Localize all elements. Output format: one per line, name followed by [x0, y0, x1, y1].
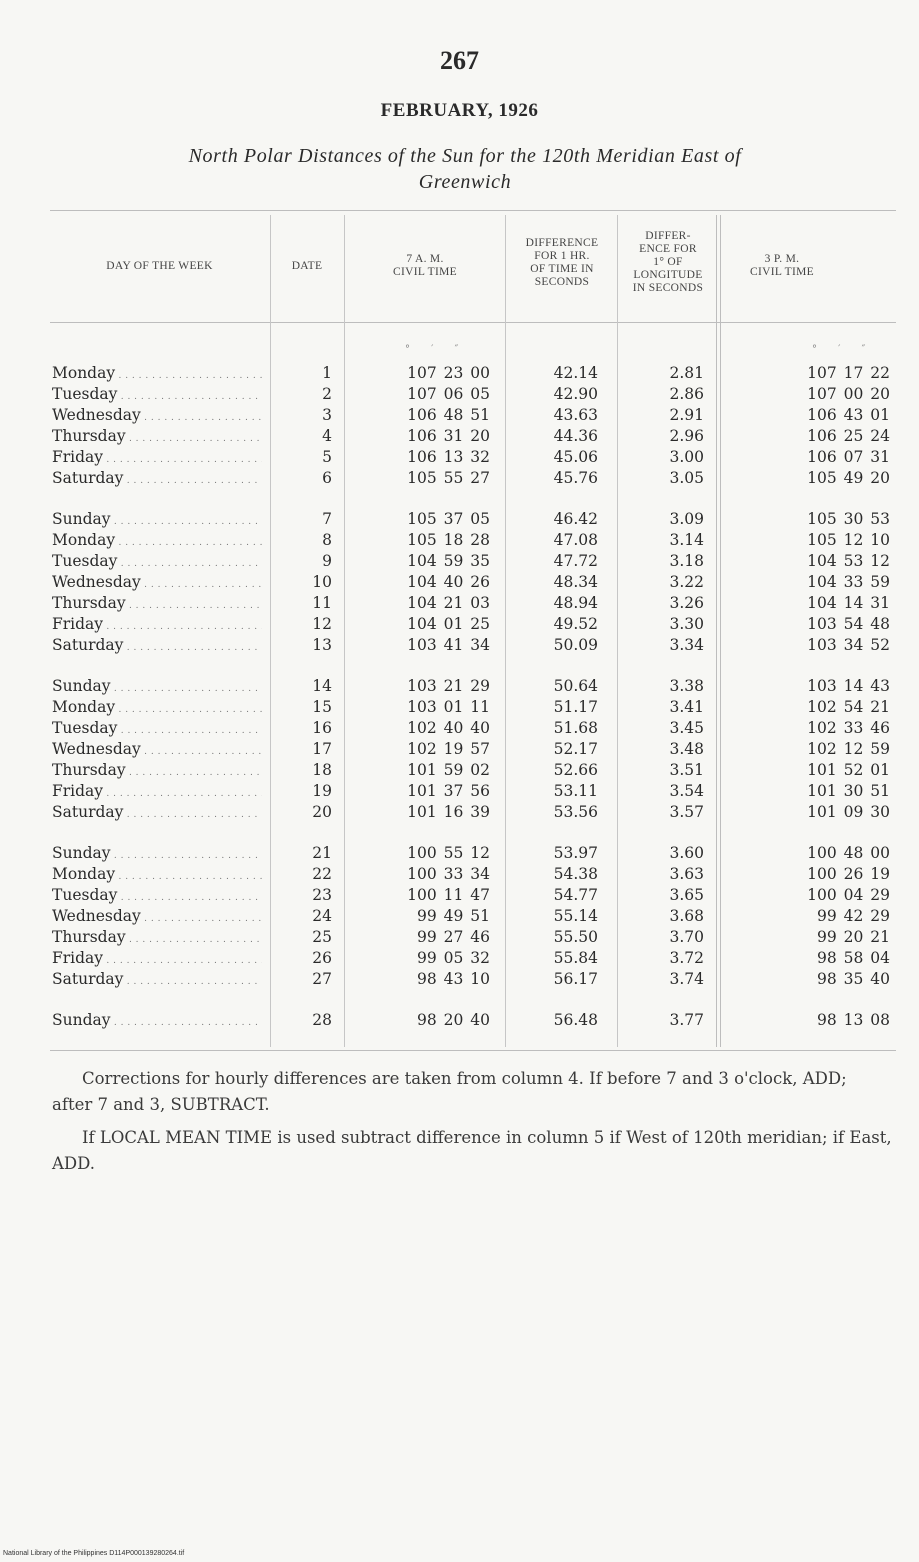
date-cell: 2	[322, 385, 332, 403]
longitude-difference-cell: 3.05	[669, 469, 704, 487]
day-cell: Monday . . .	[52, 363, 262, 387]
longitude-difference-cell: 3.60	[669, 844, 704, 862]
day-cell: Wednesday . . .	[52, 572, 262, 596]
am-distance-cell: 98 43 10	[416, 970, 490, 988]
pm-distance-cell: 103 54 48	[807, 615, 890, 633]
header-difference-line: OF TIME IN	[530, 263, 594, 275]
day-cell: Monday . . .	[52, 864, 262, 888]
longitude-difference-cell: 3.63	[669, 865, 704, 883]
header-longitude-line: ENCE FOR	[639, 243, 697, 255]
note-1: Corrections for hourly differences are taken from column 4. If before 7 and 3 o'clock, ADD; after 7 and 3, SUBTRACT.	[52, 1069, 847, 1114]
am-distance-cell: 99 05 32	[416, 949, 490, 967]
week-group	[0, 843, 919, 990]
date-cell: 27	[312, 970, 332, 988]
date-cell: 24	[312, 907, 332, 925]
month-title: FEBRUARY, 1926	[380, 100, 539, 121]
date-cell: 18	[312, 761, 332, 779]
day-cell: Wednesday . . .	[52, 739, 262, 763]
date-cell: 8	[322, 531, 332, 549]
day-cell: Tuesday . . .	[52, 384, 262, 408]
date-cell: 16	[312, 719, 332, 737]
longitude-difference-cell: 3.48	[669, 740, 704, 758]
day-cell: Saturday . . .	[52, 635, 262, 659]
day-cell: Sunday . . .	[52, 843, 262, 867]
day-cell: Monday . . .	[52, 697, 262, 721]
pm-distance-cell: 103 34 52	[807, 636, 890, 654]
hourly-difference-cell: 50.09	[553, 636, 598, 654]
pm-distance-cell: 104 33 59	[807, 573, 890, 591]
header-difference	[507, 237, 617, 289]
pm-distance-cell: 98 58 04	[816, 949, 890, 967]
table-row	[0, 927, 919, 948]
table-row	[0, 676, 919, 697]
hourly-difference-cell: 48.34	[553, 573, 598, 591]
am-distance-cell: 104 59 35	[407, 552, 490, 570]
table-row	[0, 593, 919, 614]
table-row	[0, 802, 919, 823]
date-cell: 6	[322, 469, 332, 487]
longitude-difference-cell: 2.86	[669, 385, 704, 403]
hourly-difference-cell: 42.14	[553, 364, 598, 382]
longitude-difference-cell: 3.68	[669, 907, 704, 925]
header-difference-line: DIFFERENCE	[525, 237, 599, 249]
header-longitude-line: 1° OF	[653, 256, 683, 268]
pm-distance-cell: 104 53 12	[807, 552, 890, 570]
group-spacer	[0, 489, 919, 509]
hourly-difference-cell: 46.42	[553, 510, 598, 528]
header-bottom-rule	[50, 322, 896, 323]
date-cell: 11	[312, 594, 332, 612]
table-top-rule	[50, 210, 896, 211]
date-cell: 28	[312, 1011, 332, 1029]
pm-distance-cell: 107 17 22	[807, 364, 890, 382]
date-cell: 22	[312, 865, 332, 883]
table-row	[0, 614, 919, 635]
pm-distance-cell: 100 48 00	[807, 844, 890, 862]
date-cell: 26	[312, 949, 332, 967]
am-distance-cell: 104 40 26	[407, 573, 490, 591]
day-cell: Thursday . . .	[52, 927, 262, 951]
table-row	[0, 509, 919, 530]
day-cell: Tuesday . . .	[52, 885, 262, 909]
day-cell: Friday . . .	[52, 447, 262, 471]
date-cell: 17	[312, 740, 332, 758]
note-2: If LOCAL MEAN TIME is used subtract difference in column 5 if West of 120th meridian; if East, ADD.	[52, 1128, 892, 1173]
table-subtitle	[70, 143, 860, 195]
pm-distance-cell: 105 49 20	[807, 469, 890, 487]
date-cell: 12	[312, 615, 332, 633]
pm-distance-cell: 101 52 01	[807, 761, 890, 779]
table-row	[0, 572, 919, 593]
day-cell: Wednesday . . .	[52, 906, 262, 930]
am-distance-cell: 99 27 46	[416, 928, 490, 946]
pm-distance-cell: 100 04 29	[807, 886, 890, 904]
date-cell: 10	[312, 573, 332, 591]
table-row	[0, 864, 919, 885]
am-distance-cell: 104 21 03	[407, 594, 490, 612]
pm-distance-cell: 104 14 31	[807, 594, 890, 612]
day-cell: Saturday . . .	[52, 969, 262, 993]
pm-distance-cell: 100 26 19	[807, 865, 890, 883]
longitude-difference-cell: 3.51	[669, 761, 704, 779]
hourly-difference-cell: 54.77	[553, 886, 598, 904]
header-3pm-line: CIVIL TIME	[749, 266, 814, 278]
table-row	[0, 739, 919, 760]
date-cell: 23	[312, 886, 332, 904]
longitude-difference-cell: 3.74	[669, 970, 704, 988]
units-3pm: ° ′ ″	[812, 344, 875, 355]
longitude-difference-cell: 3.18	[669, 552, 704, 570]
longitude-difference-cell: 3.41	[669, 698, 704, 716]
hourly-difference-cell: 42.90	[553, 385, 598, 403]
group-spacer	[0, 990, 919, 1010]
am-distance-cell: 102 40 40	[407, 719, 490, 737]
am-distance-cell: 105 37 05	[407, 510, 490, 528]
footer-credit: National Library of the Philippines D114P000139280264.tif	[3, 1550, 185, 1557]
table-bottom-rule	[50, 1050, 896, 1051]
pm-distance-cell: 98 13 08	[816, 1011, 890, 1029]
am-distance-cell: 107 23 00	[407, 364, 490, 382]
hourly-difference-cell: 53.56	[553, 803, 598, 821]
longitude-difference-cell: 3.14	[669, 531, 704, 549]
day-cell: Sunday . . .	[52, 1010, 262, 1034]
am-distance-cell: 101 59 02	[407, 761, 490, 779]
longitude-difference-cell: 3.54	[669, 782, 704, 800]
pm-distance-cell: 105 30 53	[807, 510, 890, 528]
pm-distance-cell: 106 25 24	[807, 427, 890, 445]
pm-distance-cell: 106 43 01	[807, 406, 890, 424]
date-cell: 5	[322, 448, 332, 466]
am-distance-cell: 101 16 39	[407, 803, 490, 821]
longitude-difference-cell: 2.96	[669, 427, 704, 445]
day-cell: Friday . . .	[52, 781, 262, 805]
am-distance-cell: 101 37 56	[407, 782, 490, 800]
date-cell: 1	[322, 364, 332, 382]
date-cell: 13	[312, 636, 332, 654]
table-row	[0, 948, 919, 969]
pm-distance-cell: 105 12 10	[807, 531, 890, 549]
header-difference-line: FOR 1 HR.	[534, 250, 590, 262]
table-body	[0, 363, 919, 1031]
am-distance-cell: 105 55 27	[407, 469, 490, 487]
table-row	[0, 843, 919, 864]
week-group	[0, 1010, 919, 1031]
day-cell: Saturday . . .	[52, 802, 262, 826]
header-day-of-week: DAY OF THE WEEK	[106, 260, 213, 272]
date-cell: 9	[322, 552, 332, 570]
longitude-difference-cell: 3.34	[669, 636, 704, 654]
table-row	[0, 781, 919, 802]
date-cell: 19	[312, 782, 332, 800]
longitude-difference-cell: 3.22	[669, 573, 704, 591]
am-distance-cell: 98 20 40	[416, 1011, 490, 1029]
hourly-difference-cell: 54.38	[553, 865, 598, 883]
notes	[52, 1066, 892, 1184]
day-cell: Thursday . . .	[52, 760, 262, 784]
pm-distance-cell: 106 07 31	[807, 448, 890, 466]
table-row	[0, 468, 919, 489]
hourly-difference-cell: 45.76	[553, 469, 598, 487]
day-cell: Tuesday . . .	[52, 551, 262, 575]
longitude-difference-cell: 3.45	[669, 719, 704, 737]
hourly-difference-cell: 45.06	[553, 448, 598, 466]
longitude-difference-cell: 3.72	[669, 949, 704, 967]
am-distance-cell: 103 41 34	[407, 636, 490, 654]
table-row	[0, 885, 919, 906]
day-cell: Saturday . . .	[52, 468, 262, 492]
table-row	[0, 405, 919, 426]
longitude-difference-cell: 3.38	[669, 677, 704, 695]
subtitle-line-2: Greenwich	[418, 171, 512, 193]
table-row	[0, 906, 919, 927]
hourly-difference-cell: 53.97	[553, 844, 598, 862]
group-spacer	[0, 656, 919, 676]
pm-distance-cell: 107 00 20	[807, 385, 890, 403]
hourly-difference-cell: 48.94	[553, 594, 598, 612]
table-row	[0, 363, 919, 384]
header-longitude	[619, 230, 717, 295]
page-number: 267	[440, 46, 479, 75]
table-row	[0, 760, 919, 781]
day-cell: Friday . . .	[52, 614, 262, 638]
hourly-difference-cell: 56.17	[553, 970, 598, 988]
am-distance-cell: 100 33 34	[407, 865, 490, 883]
pm-distance-cell: 98 35 40	[816, 970, 890, 988]
am-distance-cell: 107 06 05	[407, 385, 490, 403]
longitude-difference-cell: 3.00	[669, 448, 704, 466]
header-7am-line: 7 A. M.	[406, 253, 444, 265]
longitude-difference-cell: 2.91	[669, 406, 704, 424]
hourly-difference-cell: 56.48	[553, 1011, 598, 1029]
table-row	[0, 697, 919, 718]
header-longitude-line: LONGITUDE	[633, 269, 703, 281]
am-distance-cell: 106 48 51	[407, 406, 490, 424]
hourly-difference-cell: 43.63	[553, 406, 598, 424]
date-cell: 4	[322, 427, 332, 445]
am-distance-cell: 102 19 57	[407, 740, 490, 758]
hourly-difference-cell: 55.14	[553, 907, 598, 925]
pm-distance-cell: 101 09 30	[807, 803, 890, 821]
table-row	[0, 384, 919, 405]
longitude-difference-cell: 3.77	[669, 1011, 704, 1029]
longitude-difference-cell: 3.70	[669, 928, 704, 946]
pm-distance-cell: 102 54 21	[807, 698, 890, 716]
hourly-difference-cell: 52.66	[553, 761, 598, 779]
am-distance-cell: 99 49 51	[416, 907, 490, 925]
table-row	[0, 635, 919, 656]
longitude-difference-cell: 3.65	[669, 886, 704, 904]
hourly-difference-cell: 53.11	[553, 782, 598, 800]
header-7am	[346, 253, 504, 279]
hourly-difference-cell: 44.36	[553, 427, 598, 445]
am-distance-cell: 104 01 25	[407, 615, 490, 633]
group-spacer	[0, 823, 919, 843]
day-cell: Friday . . .	[52, 948, 262, 972]
date-cell: 21	[312, 844, 332, 862]
day-cell: Thursday . . .	[52, 426, 262, 450]
hourly-difference-cell: 51.17	[553, 698, 598, 716]
pm-distance-cell: 101 30 51	[807, 782, 890, 800]
week-group	[0, 509, 919, 656]
am-distance-cell: 100 55 12	[407, 844, 490, 862]
header-7am-line: CIVIL TIME	[392, 266, 457, 278]
hourly-difference-cell: 52.17	[553, 740, 598, 758]
date-cell: 20	[312, 803, 332, 821]
header-date: DATE	[291, 260, 323, 272]
header-longitude-line: DIFFER-	[645, 230, 691, 242]
am-distance-cell: 103 01 11	[407, 698, 490, 716]
table-row	[0, 718, 919, 739]
pm-distance-cell: 99 42 29	[816, 907, 890, 925]
hourly-difference-cell: 49.52	[553, 615, 598, 633]
date-cell: 3	[322, 406, 332, 424]
header-longitude-line: IN SECONDS	[632, 282, 704, 294]
table-row	[0, 969, 919, 990]
pm-distance-cell: 99 20 21	[816, 928, 890, 946]
longitude-difference-cell: 3.57	[669, 803, 704, 821]
hourly-difference-cell: 50.64	[553, 677, 598, 695]
am-distance-cell: 103 21 29	[407, 677, 490, 695]
day-cell: Thursday . . .	[52, 593, 262, 617]
hourly-difference-cell: 55.84	[553, 949, 598, 967]
table-row	[0, 551, 919, 572]
week-group	[0, 363, 919, 489]
longitude-difference-cell: 3.09	[669, 510, 704, 528]
table-row	[0, 447, 919, 468]
header-3pm-line: 3 P. M.	[764, 253, 800, 265]
am-distance-cell: 106 31 20	[407, 427, 490, 445]
longitude-difference-cell: 2.81	[669, 364, 704, 382]
date-cell: 7	[322, 510, 332, 528]
day-cell: Monday . . .	[52, 530, 262, 554]
units-7am: ° ′ ″	[405, 344, 468, 355]
date-cell: 25	[312, 928, 332, 946]
subtitle-line-1: North Polar Distances of the Sun for the 120th Meridian East of	[188, 145, 742, 167]
am-distance-cell: 105 18 28	[407, 531, 490, 549]
header-difference-line: SECONDS	[534, 276, 590, 288]
table-row	[0, 530, 919, 551]
day-cell: Tuesday . . .	[52, 718, 262, 742]
pm-distance-cell: 102 33 46	[807, 719, 890, 737]
hourly-difference-cell: 47.08	[553, 531, 598, 549]
pm-distance-cell: 102 12 59	[807, 740, 890, 758]
week-group	[0, 676, 919, 823]
am-distance-cell: 100 11 47	[407, 886, 490, 904]
date-cell: 14	[312, 677, 332, 695]
pm-distance-cell: 103 14 43	[807, 677, 890, 695]
date-cell: 15	[312, 698, 332, 716]
header-3pm	[722, 253, 842, 279]
day-cell: Sunday . . .	[52, 676, 262, 700]
hourly-difference-cell: 55.50	[553, 928, 598, 946]
day-cell: Sunday . . .	[52, 509, 262, 533]
am-distance-cell: 106 13 32	[407, 448, 490, 466]
hourly-difference-cell: 51.68	[553, 719, 598, 737]
hourly-difference-cell: 47.72	[553, 552, 598, 570]
longitude-difference-cell: 3.30	[669, 615, 704, 633]
table-row	[0, 426, 919, 447]
table-row	[0, 1010, 919, 1031]
day-cell: Wednesday . . .	[52, 405, 262, 429]
longitude-difference-cell: 3.26	[669, 594, 704, 612]
